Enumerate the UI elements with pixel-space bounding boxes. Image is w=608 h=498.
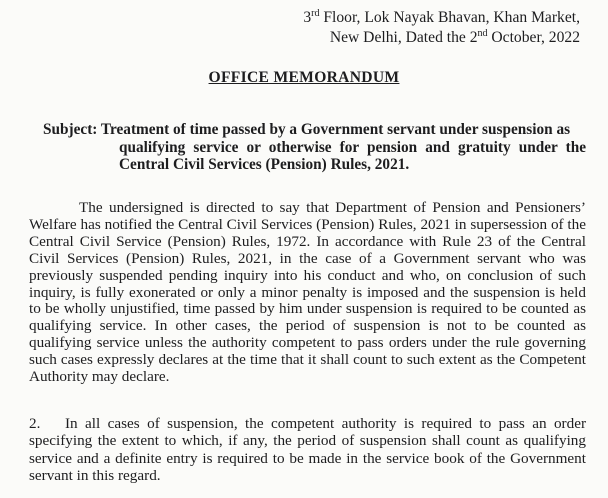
subject-block — [43, 121, 586, 174]
date-prefix: New Delhi, Dated the 2 — [329, 29, 478, 46]
paragraph-number: 2. — [29, 415, 41, 432]
address-line-2 — [303, 28, 580, 48]
paragraph-1: The undersigned is directed to say that Department of Pension and Pensioners’ Welfare has notified the Central Civil Services (Pension) Rules, 2021 in supersession of the Central Civil Service (Pension) Rules, 1972. In accordance with Rule 23 of the Central Civil Services (Pension) Rules, 2021, in the case of a Government servant who was previously suspended pending inquiry into his conduct and who, on conclusion of such inquiry, is fully exonerated or only a minor penalty is imposed and the suspension is held to be wholly unjustified, time passed by him under suspension is required to be counted as qualifying service. In other cases, the period of suspension is not to be counted as qualifying service unless the authority competent to pass orders under the rule governing such cases expressly declares at the time that it shall count to such extent as the Competent Authority may declare. — [29, 199, 586, 386]
subject-continuation: qualifying service or otherwise for pension and gratuity under the Central Civil Services (Pension) Rules, 2021. — [119, 138, 586, 173]
date-suffix: nd — [477, 28, 488, 39]
floor-suffix: rd — [311, 8, 320, 19]
paragraph-2-text: In all cases of suspension, the competent authority is required to pass an order specifying the extent to which, if any, the period of suspension shall count as qualifying service and a definite entry is required to be made in the service book of the Government servant in this regard. — [29, 415, 586, 484]
address-line-1 — [303, 8, 580, 28]
subject-first-line: Subject: Treatment of time passed by a Government servant under suspension as — [43, 121, 571, 138]
document-title: OFFICE MEMORANDUM — [208, 69, 400, 86]
address-block — [303, 8, 580, 48]
date-rest: October, 2022 — [487, 29, 580, 46]
floor-number: 3 — [303, 9, 312, 26]
paragraph-2 — [29, 415, 586, 484]
address-street: Floor, Lok Nayak Bhavan, Khan Market, — [319, 9, 580, 26]
